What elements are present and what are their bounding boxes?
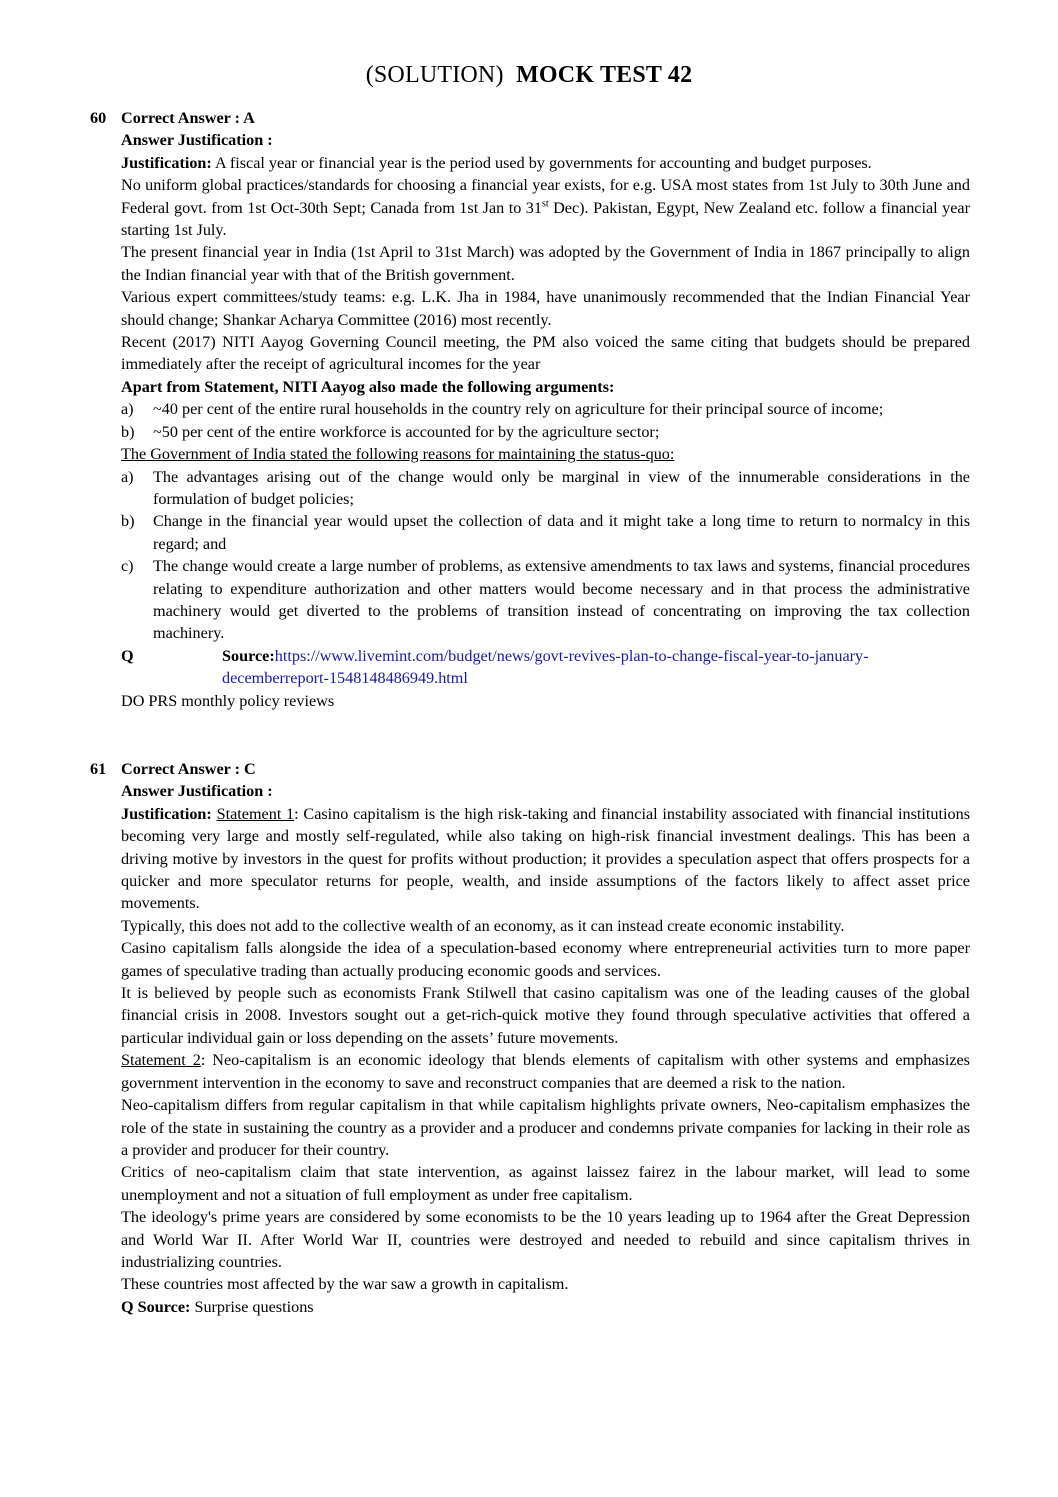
source-extra: DO PRS monthly policy reviews [121, 691, 335, 710]
list-item [121, 398, 970, 420]
paragraph-niti-meeting: Recent (2017) NITI Aayog Governing Council meeting, the PM also voiced the same citing that budgets should be prepared immediately after the receipt of agricultural incomes for the year [121, 333, 970, 374]
source-text: Surprise questions [190, 1297, 314, 1316]
list-text: The advantages arising out of the change would only be marginal in view of the innumerable considerations in the formulation of budget policies; [153, 467, 970, 508]
list-item [121, 466, 970, 511]
paragraph-committees: Various expert committees/study teams: e.g. L.K. Jha in 1984, have unanimously recommended that the Indian Financial Year should change; Shankar Acharya Committee (2016) most recently. [121, 288, 970, 329]
statement-1-paragraph [121, 803, 970, 915]
paragraph-india-fy: The present financial year in India (1st April to 31st March) was adopted by the Government of India in 1867 principally to align the Indian financial year with that of the British government. [121, 243, 970, 284]
paragraph-typically: Typically, this does not add to the collective wealth of an economy, as it can instead create economic instability. [121, 916, 845, 935]
list-marker: c) [121, 557, 134, 576]
niti-arguments-heading: Apart from Statement, NITI Aayog also made the following arguments: [121, 377, 615, 396]
list-text: Change in the financial year would upset the collection of data and it might take a long time to return to normalcy in this regard; and [153, 512, 970, 553]
question-number: 61 [90, 760, 107, 778]
paragraph-ideology: The ideology's prime years are considered by some economists to be the 10 years leading up to 1964 after the Great Depression and World War II. After World War II, countries were destroyed and needed to rebuild and since capitalism thrives in industrializing countries. [121, 1208, 970, 1271]
source-label: Q Source: [121, 1297, 191, 1316]
justification-text: A fiscal year or financial year is the period used by governments for accounting and budget purposes. [211, 153, 872, 172]
source-line [121, 1296, 970, 1318]
govt-reasons-heading: The Government of India stated the following reasons for maintaining the status-quo: [121, 445, 675, 464]
statement-1-text: : Casino capitalism is the high risk-taking and financial instability associated with financial institutions becoming very large and mostly self-regulated, while also taking on high-risk financial investment dealings. This has been a driving motive by investors in the quest for profits without production; it provides a speculation aspect that offers prospects for a quicker and more speculator returns for people, wealth, and inside assumptions of the factors likely to affect asset price movements. [121, 804, 970, 913]
page-title [0, 64, 1058, 86]
paragraph-text: Dec). Pakistan, Egypt, New Zealand etc. follow a financial year starting 1st July. [121, 198, 970, 240]
list-item [121, 510, 970, 555]
paragraph-critics: Critics of neo-capitalism claim that state intervention, as against laissez fairez in the labour market, will lead to some unemployment and not a situation of full employment as under free capitalism. [121, 1163, 970, 1204]
justification-label: Justification: [121, 153, 212, 172]
statement-2-label: Statement 2 [121, 1051, 201, 1070]
paragraph-differs: Neo-capitalism differs from regular capitalism in that while capitalism highlights private owners, Neo-capitalism emphasizes the role of the state in sustaining the country as a provider and a producer and condemns private companies for lacking in their role as a provider and producer for their country. [121, 1096, 970, 1159]
paragraph-text: No uniform global practices/standards for choosing a financial year exists, for e.g. USA most states from 1st July to 30th June and Federal govt. from 1st Oct-30th Sept; Canada from 1st Jan to 31 [121, 176, 970, 217]
list-text: The change would create a large number of problems, as extensive amendments to tax laws and systems, financial procedures relating to expenditure authorization and other matters would become necessary and in that process the administrative machinery would get diverted to the problems of transition instead of concentrating on improving the tax collection machinery. [153, 557, 970, 643]
list-item [121, 421, 970, 443]
question-body [121, 107, 970, 712]
correct-answer: Correct Answer : A [121, 109, 255, 127]
question-60 [90, 107, 970, 712]
answer-justification-heading: Answer Justification : [121, 782, 273, 801]
statement-1-label: Statement 1 [216, 804, 295, 823]
justification-paragraph [121, 152, 970, 174]
question-body [121, 758, 970, 1318]
answer-justification-heading: Answer Justification : [121, 131, 273, 150]
list-text: ~50 per cent of the entire workforce is accounted for by the agriculture sector; [153, 422, 660, 441]
correct-answer: Correct Answer : C [121, 760, 256, 778]
source-line [222, 645, 970, 690]
paragraph-believed: It is believed by people such as economists Frank Stilwell that casino capitalism was one of the leading causes of the global financial crisis in 2008. Investors sought out a get-rich-quick motive they found through speculative activities that offered a particular individual gain or loss depending on the assets’ future movements. [121, 984, 970, 1047]
statement-2-paragraph [121, 1049, 970, 1094]
superscript: st [541, 198, 549, 210]
paragraph-these: These countries most affected by the war saw a growth in capitalism. [121, 1275, 569, 1294]
justification-label: Justification: [121, 804, 212, 823]
paragraph-fiscal-practices [121, 174, 970, 241]
list-item [121, 555, 970, 645]
title-prefix: (SOLUTION) [365, 62, 504, 88]
list-marker: a) [121, 467, 134, 486]
source-label: Source: [222, 646, 275, 665]
list-marker: a) [121, 400, 134, 419]
paragraph-casino: Casino capitalism falls alongside the idea of a speculation-based economy where entrepreneurial activities turn to more paper games of speculative trading than actually producing economic goods and services. [121, 939, 970, 980]
list-marker: b) [121, 512, 135, 531]
source-row [121, 645, 970, 690]
source-q-label: Q [121, 646, 134, 665]
question-61 [90, 758, 970, 1318]
question-number: 60 [90, 109, 107, 127]
statement-2-text: : Neo-capitalism is an economic ideology that blends elements of capitalism with other systems and emphasizes government intervention in the economy to save and reconstruct companies that are deemed a risk to the nation. [121, 1051, 970, 1092]
list-text: ~40 per cent of the entire rural households in the country rely on agriculture for their principal source of income; [153, 400, 884, 419]
title-main: MOCK TEST 42 [516, 62, 693, 88]
list-marker: b) [121, 422, 135, 441]
source-link[interactable]: https://www.livemint.com/budget/news/govt-revives-plan-to-change-fiscal-year-to-january-decemberreport-1548148486949.html [222, 646, 869, 688]
